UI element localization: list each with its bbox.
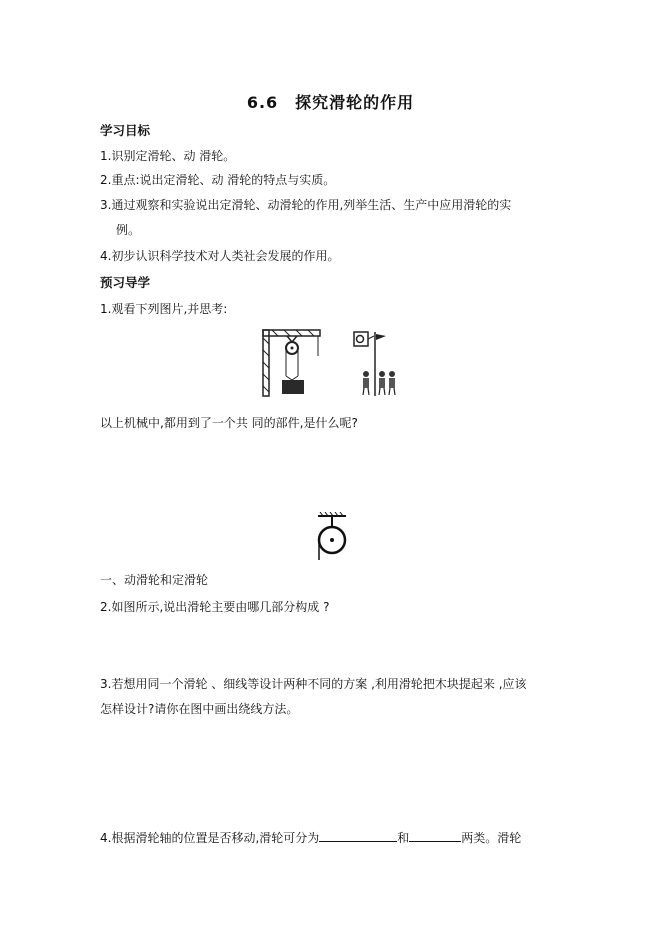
- crane-illustration: [262, 328, 322, 398]
- goal-item-2: 2.重点:说出定滑轮、动 滑轮的特点与实质。: [100, 173, 336, 187]
- goal-item-4: 4.初步认识科学技术对人类社会发展的作用。: [100, 249, 340, 263]
- question-4: [100, 829, 521, 846]
- question-1-followup: 以上机械中,都用到了一个共 同的部件,是什么呢?: [100, 416, 358, 430]
- question-4-text-2: 和: [397, 831, 410, 845]
- section-heading-goals: 学习目标: [100, 123, 151, 138]
- section-heading-preview: 预习导学: [100, 275, 151, 290]
- question-3-line-1: 3.若想用同一个滑轮 、细线等设计两种不同的方案 ,利用滑轮把木块提起来 ,应该: [100, 677, 527, 691]
- pulley-diagram: [312, 512, 352, 562]
- question-2: 2.如图所示,说出滑轮主要由哪几部分构成 ?: [100, 600, 330, 614]
- goal-item-1: 1.识别定滑轮、动 滑轮。: [100, 149, 236, 163]
- question-3-line-2: 怎样设计?请你在图中画出绕线方法。: [100, 702, 299, 716]
- answer-blank-1[interactable]: [319, 829, 397, 842]
- question-1: 1.观看下列图片,并思考:: [100, 302, 228, 316]
- flagpole-illustration: [348, 328, 402, 398]
- question-4-text-1: 4.根据滑轮轴的位置是否移动,滑轮可分为: [100, 831, 320, 845]
- goal-item-3: 3.通过观察和实验说出定滑轮、动滑轮的作用,列举生活、生产中应用滑轮的实: [100, 198, 512, 212]
- subheading-pulleys: 一、动滑轮和定滑轮: [100, 573, 209, 587]
- page-title: 6.6 探究滑轮的作用: [246, 93, 415, 112]
- goal-item-3-cont: 例。: [116, 223, 141, 237]
- answer-blank-2[interactable]: [409, 829, 461, 842]
- question-4-text-3: 两类。滑轮: [461, 831, 522, 845]
